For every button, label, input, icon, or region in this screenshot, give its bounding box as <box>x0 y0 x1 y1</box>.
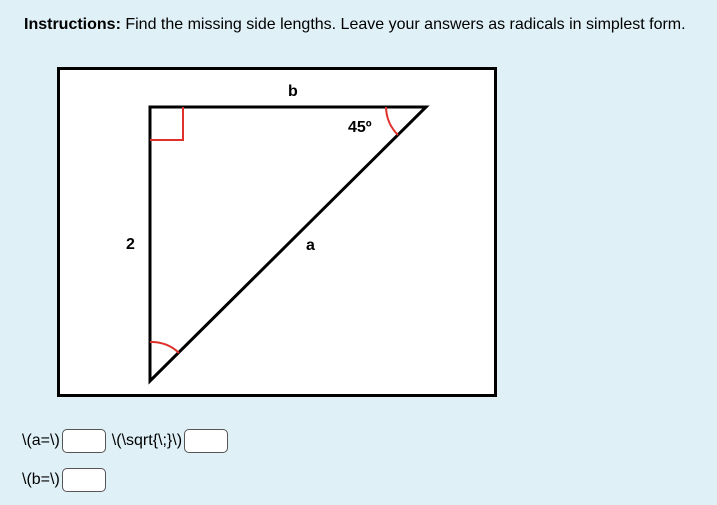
right-triangle <box>150 107 426 381</box>
answer-row-b <box>22 467 106 493</box>
side-b-label: b <box>288 83 298 100</box>
triangle-figure <box>57 67 497 397</box>
b-prefix: \(b=\) <box>22 471 60 488</box>
a-radicand-input[interactable] <box>184 429 228 453</box>
triangle-diagram <box>60 70 494 394</box>
answer-row-a <box>22 428 228 454</box>
a-prefix: \(a=\) <box>22 432 60 449</box>
side-a-label: a <box>306 237 315 254</box>
a-coefficient-input[interactable] <box>62 429 106 453</box>
side-left-label: 2 <box>126 236 135 253</box>
angle-arc-bottom <box>150 342 179 353</box>
sqrt-text: \(\sqrt{\;}\) <box>111 432 183 449</box>
right-angle-marker <box>150 107 183 140</box>
instructions <box>24 14 686 36</box>
instructions-label: Instructions: <box>24 16 121 33</box>
angle-arc-45 <box>386 107 398 135</box>
b-input[interactable] <box>62 468 106 492</box>
instructions-text: Find the missing side lengths. Leave your answers as radicals in simplest form. <box>120 16 686 33</box>
angle-45-label: 45º <box>348 119 372 136</box>
